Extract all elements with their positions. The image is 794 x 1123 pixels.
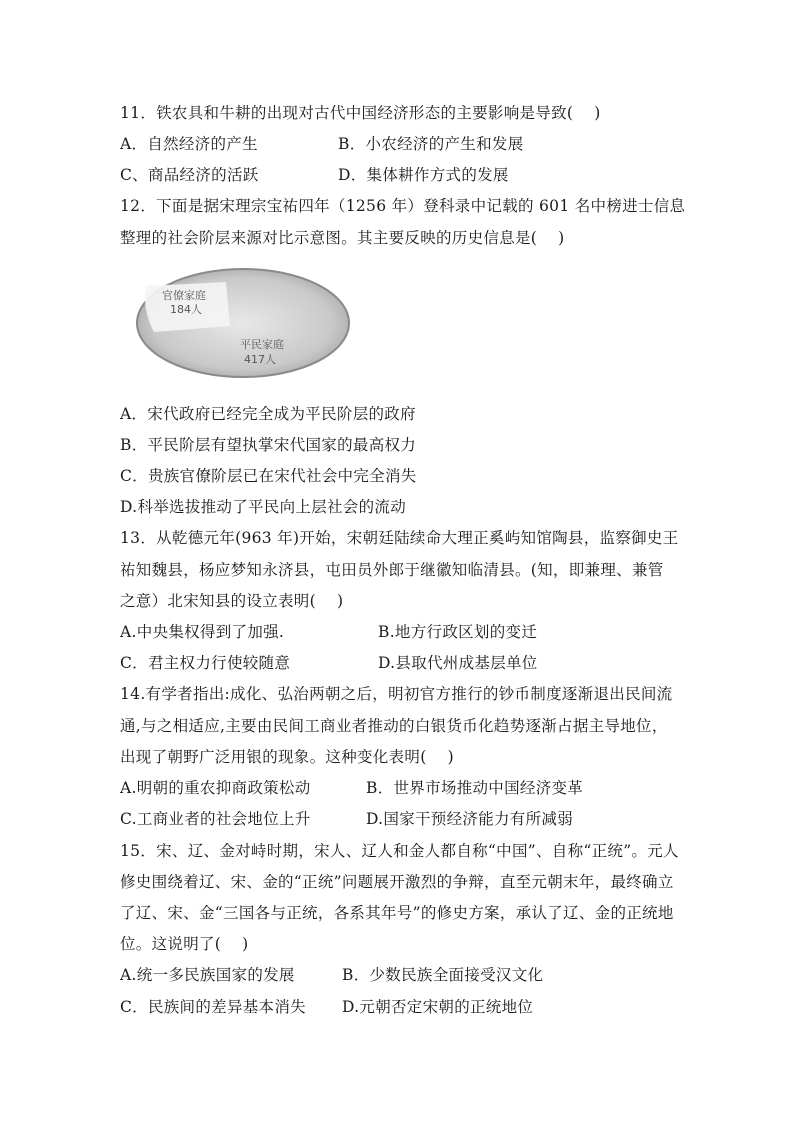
q12-option-b: B．平民阶层有望执掌宋代国家的最高权力 xyxy=(120,436,417,454)
q14-option-b: B．世界市场推动中国经济变革 xyxy=(366,779,584,797)
q11-stem: 11．铁农具和牛耕的出现对古代中国经济形态的主要影响是导致( ) xyxy=(120,104,601,122)
q11-option-a: A．自然经济的产生 xyxy=(120,135,258,153)
q11-option-c: C、商品经济的活跃 xyxy=(120,166,259,184)
q15-stem-line1: 15．宋、辽、金对峙时期，宋人、辽人和金人都自称“中国”、自称“正统”。元人 xyxy=(120,842,679,860)
q12-stem-line2: 整理的社会阶层来源对比示意图。其主要反映的历史信息是( ) xyxy=(120,229,565,247)
pie-chart-image xyxy=(134,266,352,380)
q12-option-c: C．贵族官僚阶层已在宋代社会中完全消失 xyxy=(120,467,417,485)
count-commoner: 417人 xyxy=(244,353,276,366)
q15-option-b: B．少数民族全面接受汉文化 xyxy=(342,966,544,984)
social-class-pie-figure xyxy=(134,266,352,380)
q12-option-a: A．宋代政府已经完全成为平民阶层的政府 xyxy=(120,405,416,423)
q13-stem-line1: 13．从乾德元年(963 年)开始，宋朝廷陆续命大理正奚屿知馆陶县，监察御史王 xyxy=(120,529,679,547)
q12-option-d: D.科举选拔推动了平民向上层社会的流动 xyxy=(120,498,407,516)
q15-stem-line3: 了辽、宋、金“三国各与正统，各系其年号”的修史方案，承认了辽、金的正统地 xyxy=(120,904,674,922)
q13-stem-line3: 之意）北宋知县的设立表明( ) xyxy=(120,592,344,610)
label-commoner: 平民家庭 xyxy=(240,338,284,351)
q15-stem-line4: 位。这说明了( ) xyxy=(120,935,249,953)
q12-stem-line1: 12．下面是据宋理宗宝祐四年（1256 年）登科录中记载的 601 名中榜进士信息 xyxy=(120,197,686,215)
q13-option-d: D.县取代州成基层单位 xyxy=(378,654,538,672)
count-official: 184人 xyxy=(170,303,202,316)
q14-option-d: D.国家干预经济能力有所减弱 xyxy=(366,810,574,828)
q15-option-c: C．民族间的差异基本消失 xyxy=(120,998,306,1016)
q15-option-a: A.统一多民族国家的发展 xyxy=(120,966,295,984)
q11-option-b: B．小农经济的产生和发展 xyxy=(338,135,524,153)
q13-option-b: B.地方行政区划的变迁 xyxy=(378,623,538,641)
q13-stem-line2: 祐知魏县，杨应梦知永济县，屯田员外郎于继徽知临清县。(知，即兼理、兼管 xyxy=(120,561,664,579)
q14-stem-line3: 出现了朝野广泛用银的现象。这种变化表明( ) xyxy=(120,748,454,766)
label-official: 官僚家庭 xyxy=(162,289,206,302)
q14-option-c: C.工商业者的社会地位上升 xyxy=(120,810,311,828)
q14-stem-line2: 通,与之相适应,主要由民间工商业者推动的白银货币化趋势逐渐占据主导地位， xyxy=(120,717,668,735)
q14-option-a: A.明朝的重农抑商政策松动 xyxy=(120,779,311,797)
q15-option-d: D.元朝否定宋朝的正统地位 xyxy=(342,998,534,1016)
q13-option-a: A.中央集权得到了加强. xyxy=(120,623,285,641)
q11-option-d: D．集体耕作方式的发展 xyxy=(338,166,509,184)
q14-stem-line1: 14.有学者指出:成化、弘治两朝之后，明初官方推行的钞币制度逐渐退出民间流 xyxy=(120,685,673,703)
q15-stem-line2: 修史围绕着辽、宋、金的“正统”问题展开激烈的争辩，直至元朝末年，最终确立 xyxy=(120,873,674,891)
q13-option-c: C．君主权力行使较随意 xyxy=(120,654,291,672)
